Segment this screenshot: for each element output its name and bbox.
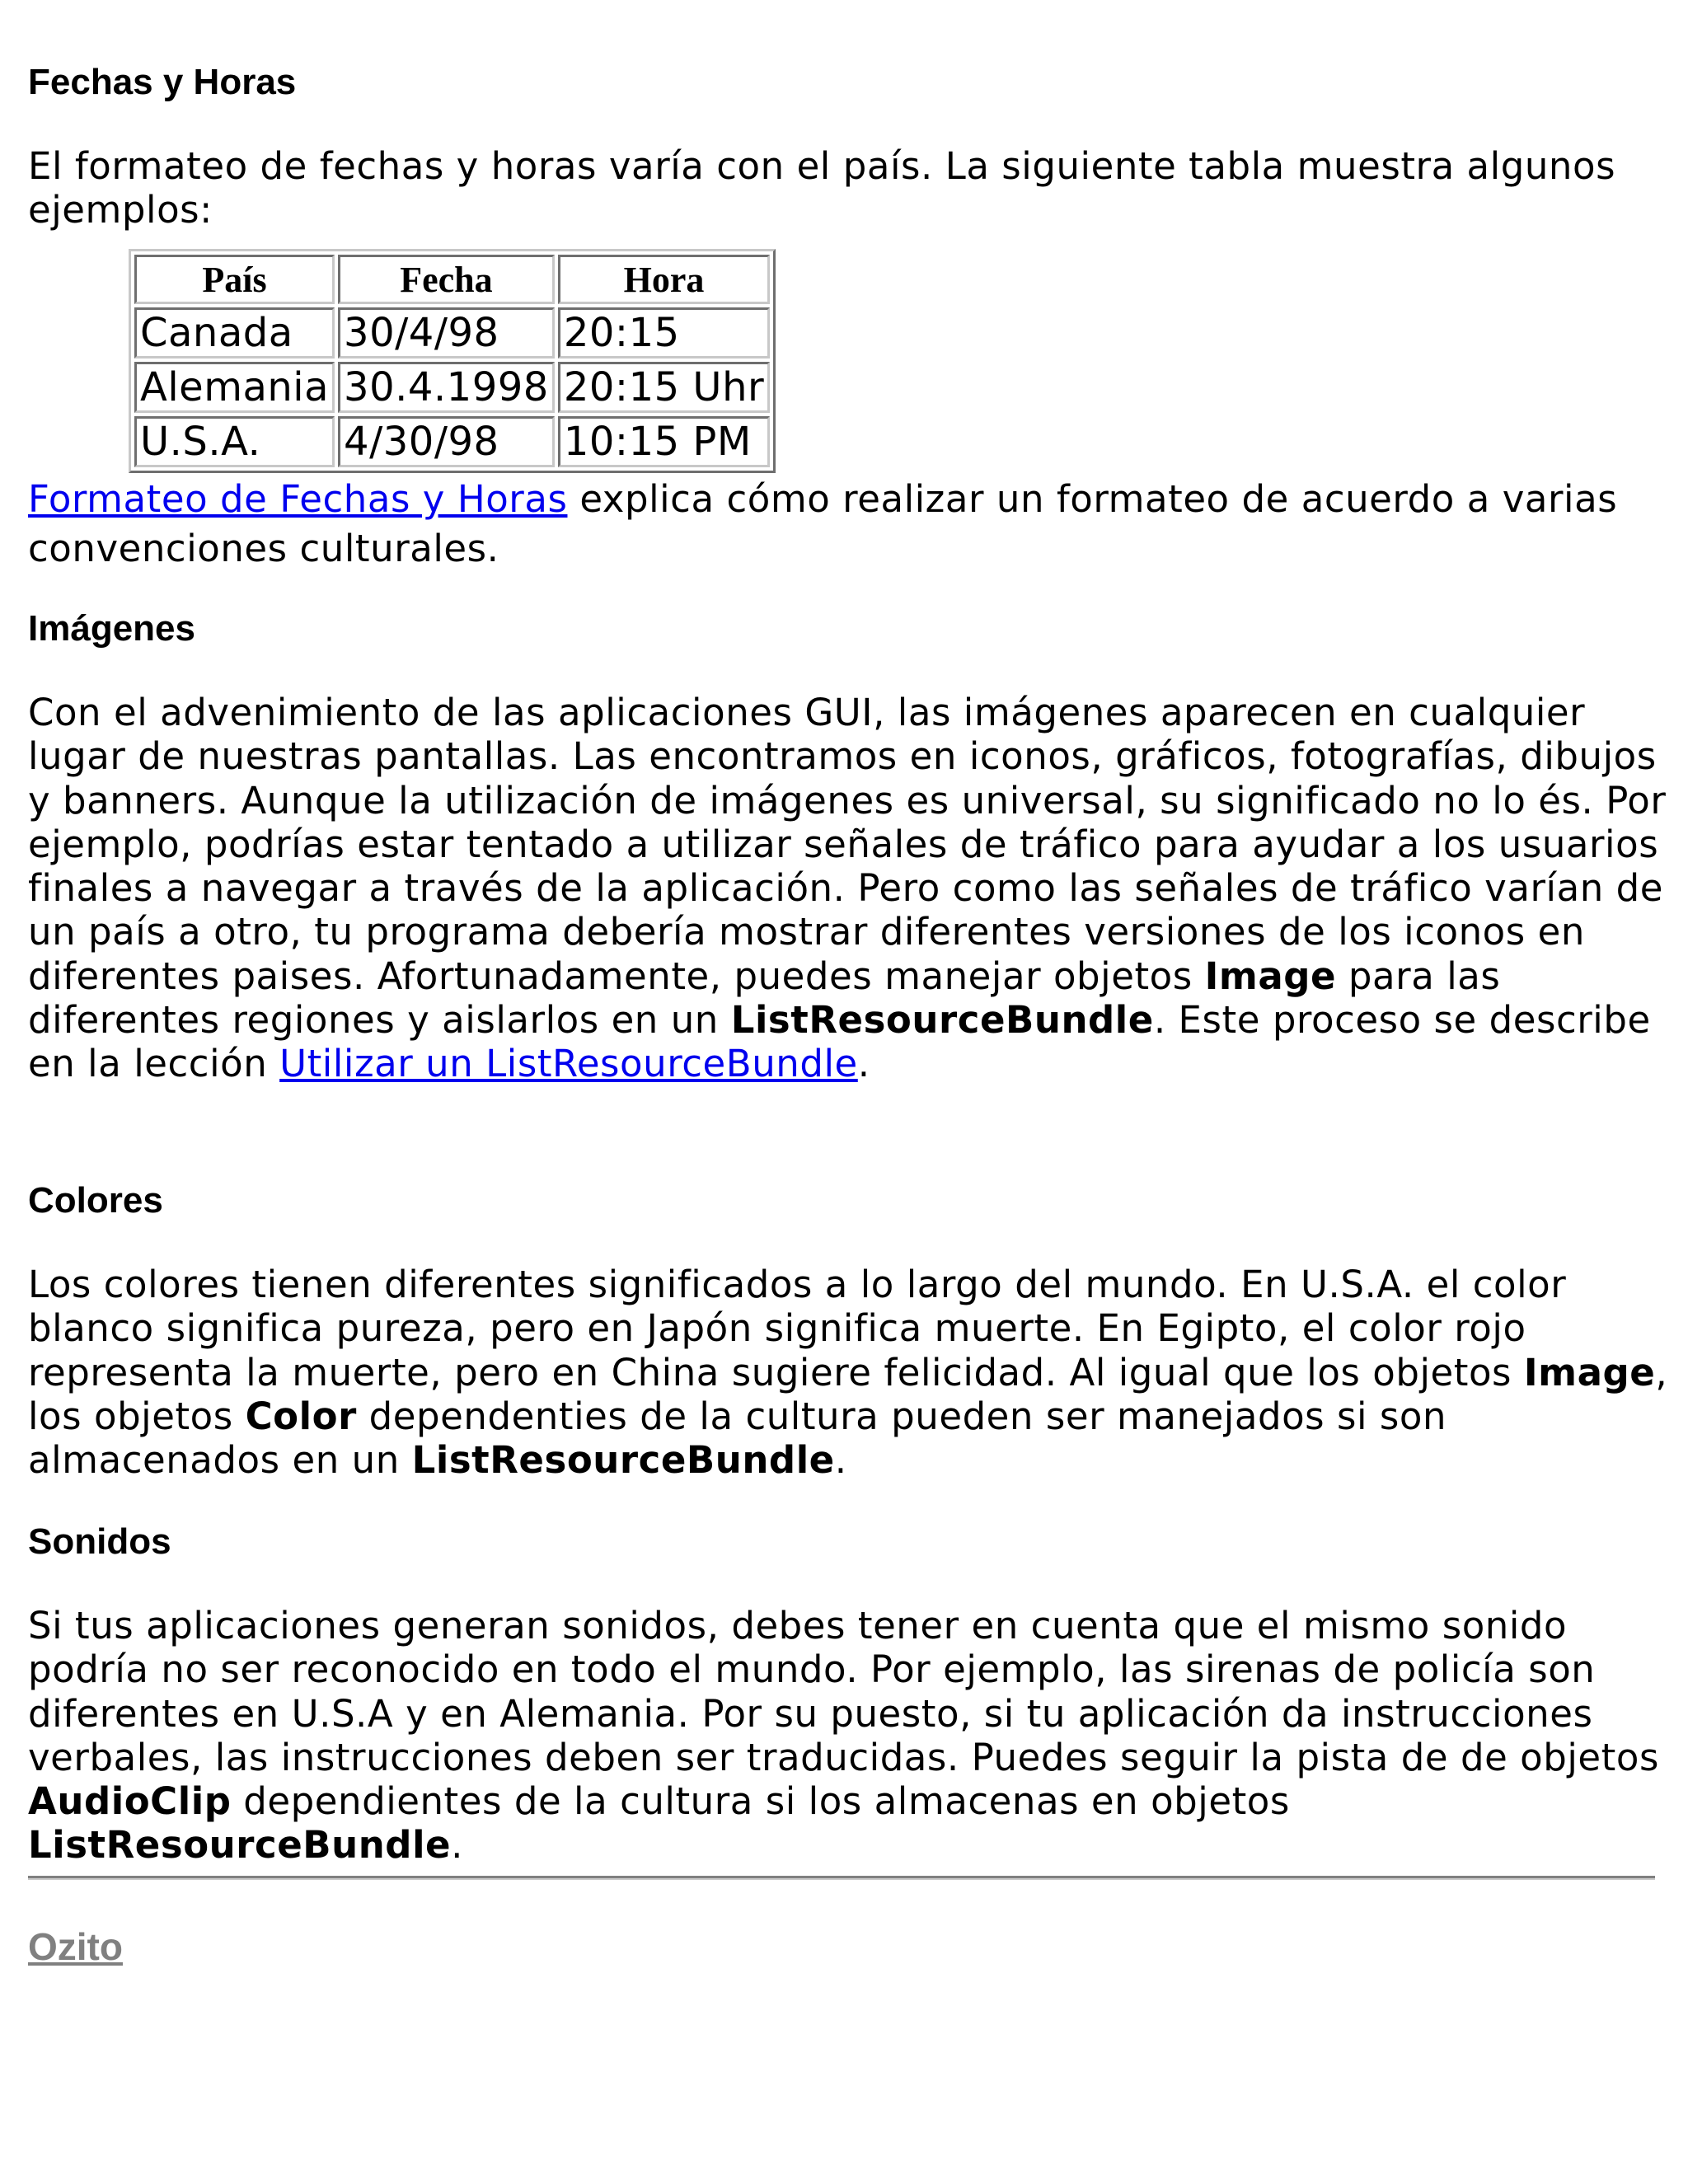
- colors-bold-listresourcebundle: ListResourceBundle: [411, 1438, 835, 1483]
- images-text-1: Con el advenimiento de las aplicaciones GUI, las imágenes aparecen en cualquier lugar de nuestras pantallas. Las encontramos en iconos, gráficos, fotografías, dibujos y banners. Aunque la utilización de imágenes es universal, su significado no lo és. Por ejemplo, podrías estar tentado a utilizar señales de tráfico para ayudar a los usuarios finales a navegar a través de la aplicación. Pero como las señales de tráfico varían de un país a otro, tu programa debería mostrar diferentes versiones de los iconos en diferentes paises. Afortunadamente, puedes manejar objetos: [28, 691, 1667, 998]
- table-header-country: País: [134, 255, 335, 304]
- table-cell-date: 30/4/98: [338, 307, 555, 359]
- images-bold-listresourcebundle: ListResourceBundle: [730, 998, 1154, 1043]
- images-bold-image: Image: [1204, 954, 1337, 998]
- table-cell-date: 4/30/98: [338, 416, 555, 467]
- table-cell-time: 20:15: [558, 307, 770, 359]
- colors-text-3: dependenties de la cultura pueden ser manejados si son almacenados en un: [28, 1394, 1447, 1483]
- heading-dates: Fechas y Horas: [28, 62, 297, 102]
- dates-link-paragraph-text: explica cómo realizar un formateo de acuerdo a varias convenciones culturales.: [28, 477, 1618, 570]
- images-text-2: para las diferentes regiones y aislarlos en un: [28, 954, 1501, 1043]
- colors-bold-image: Image: [1523, 1350, 1656, 1394]
- sounds-text-1: Si tus aplicaciones generan sonidos, debes tener en cuenta que el mismo sonido podría no ser reconocido en todo el mundo. Por ejemplo, las sirenas de policía son diferentes en U.S.A y en Alemania. Por su puesto, si tu aplicación da instrucciones verbales, las instrucciones deben ser traducidas. Puedes seguir la pista de de objetos: [28, 1604, 1659, 1779]
- sounds-paragraph: [28, 1604, 1668, 1868]
- images-paragraph: [28, 691, 1668, 1086]
- table-row: [134, 362, 770, 413]
- table-header-time: Hora: [558, 255, 770, 304]
- footer: [28, 1924, 123, 1969]
- horizontal-divider: [28, 1876, 1655, 1880]
- link-utilizar-listresourcebundle[interactable]: Utilizar un ListResourceBundle: [279, 1042, 858, 1086]
- sounds-bold-audioclip: AudioClip: [28, 1779, 232, 1824]
- table-header-row: [134, 255, 770, 304]
- sounds-bold-listresourcebundle: ListResourceBundle: [28, 1823, 452, 1868]
- table-cell-country: U.S.A.: [134, 416, 335, 467]
- table-cell-country: Alemania: [134, 362, 335, 413]
- table-cell-date: 30.4.1998: [338, 362, 555, 413]
- heading-sounds: Sonidos: [28, 1521, 171, 1562]
- colors-text-4: .: [834, 1438, 847, 1483]
- link-ozito[interactable]: Ozito: [28, 1925, 123, 1968]
- colors-paragraph: [28, 1263, 1668, 1482]
- colors-bold-color: Color: [245, 1394, 357, 1438]
- table-cell-time: 10:15 PM: [558, 416, 770, 467]
- date-time-table: [129, 249, 776, 473]
- images-text-3: . Este proceso se describe en la lección: [28, 998, 1651, 1086]
- table-row: [134, 307, 770, 359]
- table-cell-country: Canada: [134, 307, 335, 359]
- colors-text-1: Los colores tienen diferentes significados a lo largo del mundo. En U.S.A. el color blanco significa pureza, pero en Japón significa muerte. En Egipto, el color rojo representa la muerte, pero en China sugiere felicidad. Al igual que los objetos: [28, 1263, 1567, 1394]
- table-header-date: Fecha: [338, 255, 555, 304]
- sounds-text-2: dependientes de la cultura si los almacenas en objetos: [231, 1779, 1290, 1824]
- colors-text-2: , los objetos: [28, 1350, 1668, 1438]
- dates-link-paragraph: [28, 475, 1668, 574]
- sounds-text-3: .: [451, 1823, 463, 1868]
- heading-images: Imágenes: [28, 608, 195, 649]
- heading-colors: Colores: [28, 1180, 163, 1221]
- images-text-4: .: [857, 1042, 870, 1086]
- dates-intro-paragraph: El formateo de fechas y horas varía con el país. La siguiente tabla muestra algunos ejemplos:: [28, 144, 1616, 232]
- link-formateo-fechas-horas[interactable]: Formateo de Fechas y Horas: [28, 477, 568, 521]
- table-row: [134, 416, 770, 467]
- table-cell-time: 20:15 Uhr: [558, 362, 770, 413]
